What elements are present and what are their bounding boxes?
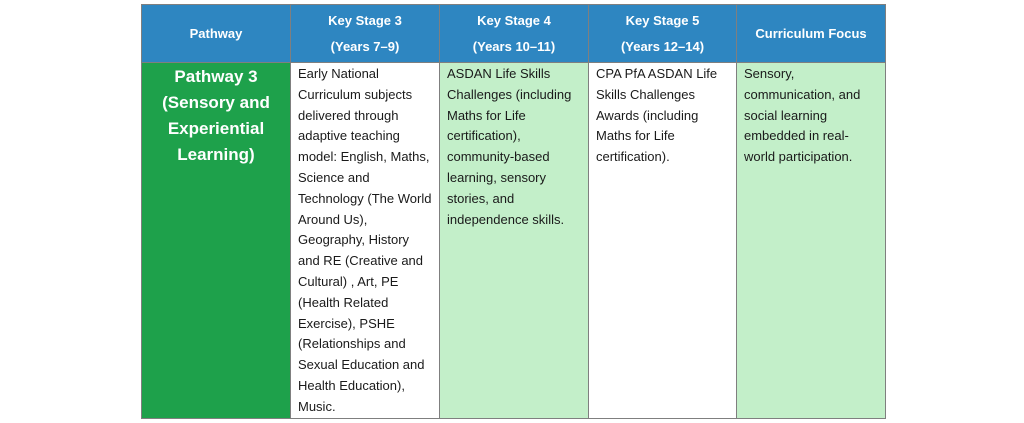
header-key-stage-5 [589,5,737,63]
header-pathway [142,5,291,63]
key-stage-4-cell: ASDAN Life Skills Challenges (including Maths for Life certification), community-based learning, sensory stories, and independence skills. [440,63,589,419]
header-key-stage-5-title: Key Stage 5 [625,12,700,28]
pathway-cell: Pathway 3 (Sensory and Experiential Learning) [142,63,291,419]
table-row [142,63,886,419]
header-key-stage-5-years: (Years 12–14) [620,38,705,54]
header-key-stage-3 [291,5,440,63]
header-curriculum-focus [737,5,886,63]
curriculum-focus-cell: Sensory, communication, and social learning embedded in real-world participation. [737,63,886,419]
header-pathway-label: Pathway [189,25,243,41]
header-key-stage-4-title: Key Stage 4 [477,12,551,28]
curriculum-table [141,4,886,419]
header-row [142,5,886,63]
header-curriculum-focus-label: Curriculum Focus [755,25,867,41]
key-stage-5-cell: CPA PfA ASDAN Life Skills Challenges Awards (including Maths for Life certification). [589,63,737,419]
header-key-stage-3-title: Key Stage 3 [328,12,402,28]
header-key-stage-4 [440,5,589,63]
key-stage-3-cell: Early National Curriculum subjects delivered through adaptive teaching model: English, Maths, Science and Technology (The World Around Us), Geography, History and RE (Creative and Cultural) , Art, PE (Health Related Exercise), PSHE (Relationships and Sexual Education and Health Education), Music. [291,63,440,419]
header-key-stage-3-years: (Years 7–9) [330,38,400,54]
header-key-stage-4-years: (Years 10–11) [472,38,556,54]
